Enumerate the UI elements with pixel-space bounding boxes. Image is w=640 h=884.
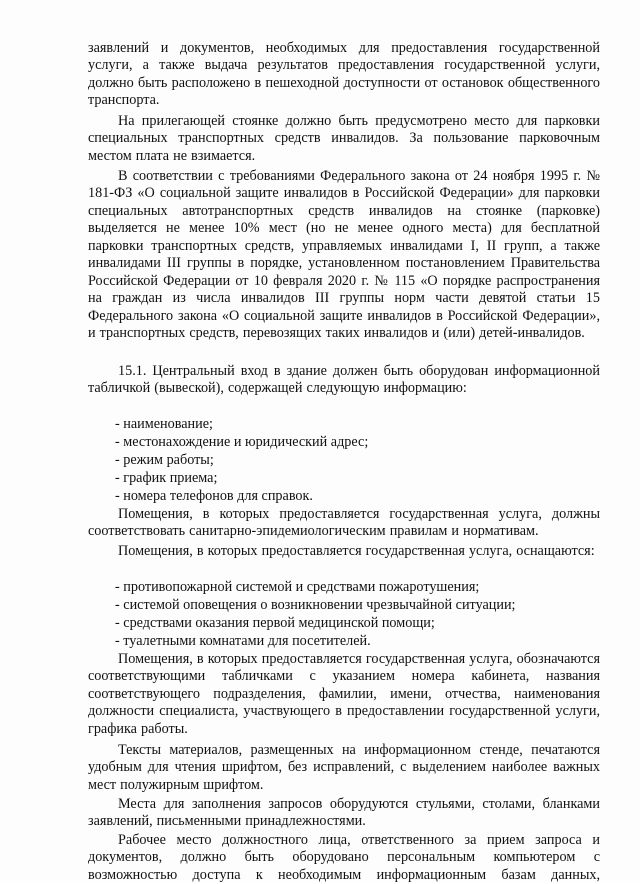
list-item-phone-numbers: - номера телефонов для справок. [115,488,313,504]
paragraph-federal-law-parking: В соответствии с требованиями Федерального закона от 24 ноября 1995 г. № 181-ФЗ «О социальной защите инвалидов в Российской Федерации» для парковки специальных автотранспортных средств инвалидов на стоянке (парковке) выделяется не менее 10% мест (но не менее одного места) для бесплатной парковки транспортных средств, управляемых инвалидами I, II групп, а также инвалидами III группы в порядке, установленном постановлением Правительства Российской Федерации от 10 февраля 2020 г. № 115 «О порядке распространения на граждан из числа инвалидов III группы норм части девятой статьи 15 Федерального закона «О социальной защите инвалидов в Российской Федерации», и транспортных средств, перевозящих таких инвалидов и (или) детей-инвалидов. [88,168,600,342]
list-item-toilets: - туалетными комнатами для посетителей. [115,633,371,649]
list-item-name: - наименование; [115,416,213,432]
list-item-fire-system: - противопожарной системой и средствами пожаротушения; [115,579,480,595]
paragraph-equipped-with: Помещения, в которых предоставляется государственная услуга, оснащаются: [118,543,595,559]
list-item-first-aid: - средствами оказания первой медицинской помощи; [115,615,435,631]
list-item-working-hours: - режим работы; [115,452,214,468]
list-item-reception-schedule: - график приема; [115,470,218,486]
paragraph-bus-stop-access: заявлений и документов, необходимых для предоставления государственной услуги, а также выдача результатов предоставления государственной услуги, должно быть расположено в пешеходной доступности от остановок общественного транспорта. [88,40,600,109]
paragraph-parking-place: На прилегающей стоянке должно быть предусмотрено место для парковки специальных транспортных средств инвалидов. За пользование парковочным местом плата не взимается. [88,113,600,164]
paragraph-room-signs: Помещения, в которых предоставляется государственная услуга, обозначаются соответствующими табличками с указанием номера кабинета, названия соответствующего подразделения, фамилии, имени, отчества, наименования должности специалиста, участвующего в предоставлении государственной услуги, графика работы. [88,651,600,737]
paragraph-sanitary-rules: Помещения, в которых предоставляется государственная услуга, должны соответствовать санитарно-эпидемиологическим правилам и нормативам. [88,506,600,540]
list-item-alert-system: - системой оповещения о возникновении чрезвычайной ситуации; [115,597,516,613]
list-item-address: - местонахождение и юридический адрес; [115,434,369,450]
paragraph-request-places: Места для заполнения запросов оборудуются стульями, столами, бланками заявлений, письменными принадлежностями. [88,796,600,830]
paragraph-info-stand-texts: Тексты материалов, размещенных на информационном стенде, печатаются удобным для чтения шрифтом, без исправлений, с выделением наиболее важных мест полужирным шрифтом. [88,742,600,793]
paragraph-workplace: Рабочее место должностного лица, ответственного за прием запроса и документов, должно быть оборудовано персональным компьютером с возможностью доступа к необходимым информационным базам данных, [88,832,600,883]
paragraph-entrance-sign: 15.1. Центральный вход в здание должен быть оборудован информационной табличкой (вывеской), содержащей следующую информацию: [88,363,600,397]
